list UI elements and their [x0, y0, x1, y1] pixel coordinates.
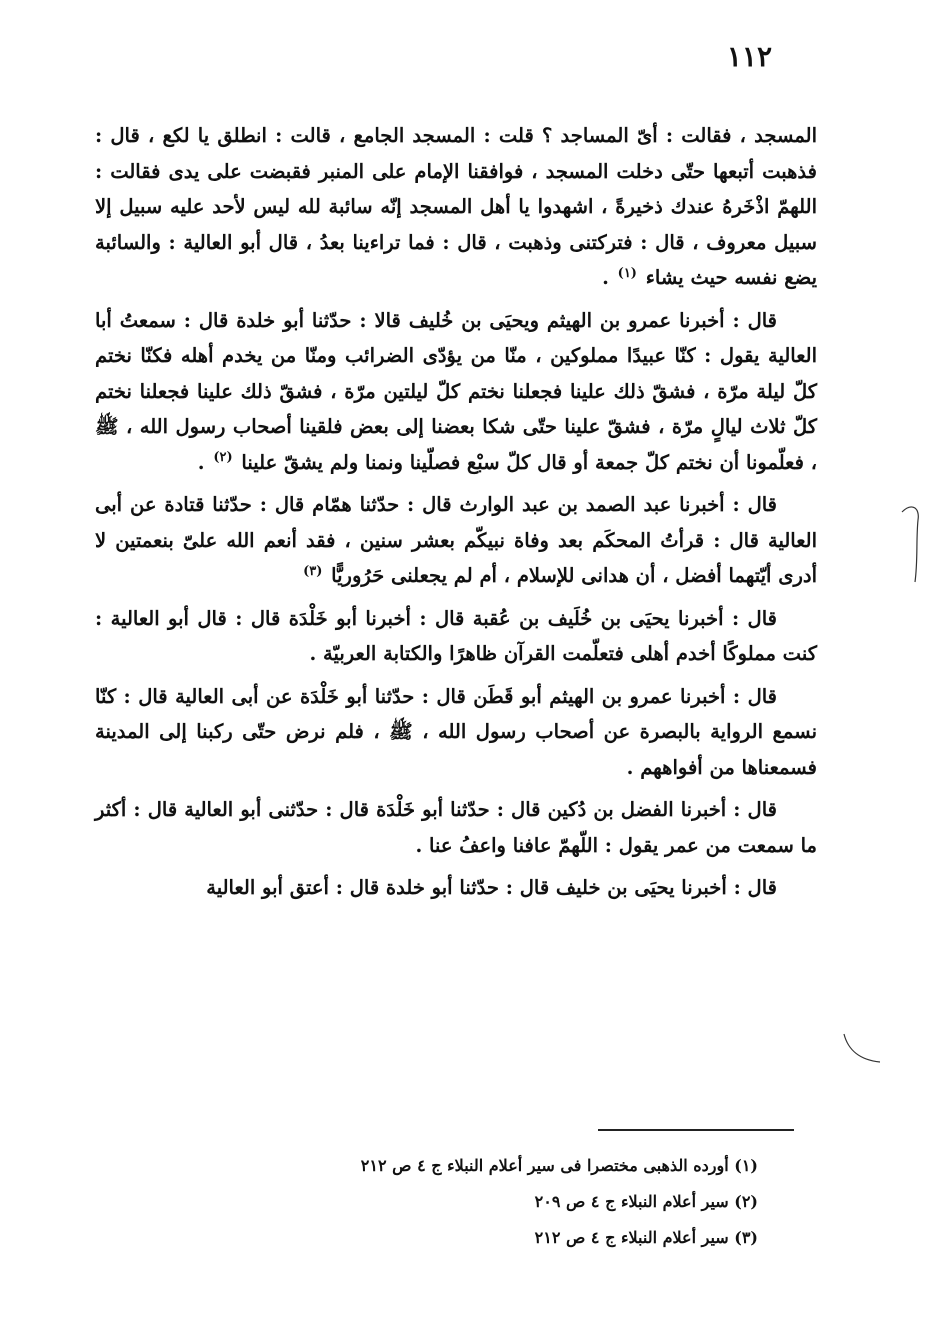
paragraph: قال : أخبرنا يحيَى بن خليف قال : حدّثنا أبو خلدة قال : أعتق أبو العالية: [206, 876, 777, 899]
paragraph-text: المسجد ، فقالت : أىّ المساجد ؟ قلت : المسجد الجامع ، قالت : انطلق يا لكع ، قال : فذهبت أتبعها حتّى دخلت المسجد ، فوافقنا الإمام على المنبر فقبضت على يدى فقالت : اللهمّ اذْخَرهُ عندك ذخيرةً ، اشهدوا يا أهل المسجد إنّه سائبة لله ليس لأحد عليه سبيل إلا سبيل معروف ، قال : فتركتنى وذهبت ، قال : فما تراءينا بعدُ ، قال أبو العالية : والسائبة يضع نفسه حيث يشاء: [95, 124, 817, 289]
footnote-ref: (٢): [213, 450, 233, 465]
page-number: ١١٢: [726, 40, 772, 73]
footnote: (٢) سير أعلام النبلاء ج ٤ ص ٢٠٩: [534, 1192, 758, 1211]
footnote-ref: (١): [617, 265, 637, 281]
paragraph: قال : أخبرنا عمرو بن الهيثم ويحيَى بن خُليف قالا : حدّثنا أبو خلدة قال : سمعتُ أبا العالية يقول : كنّا عبيدًا مملوكين ، منّا من يؤدّى الضرائب ومنّا من يخدم أهله فكنّا نختم كلّ ليلة مرّة ، فشقّ ذلك علينا فجعلنا نختم كلّ ليلتين مرّة ، فشقّ ذلك علينا فجعلنا نختم كلّ ثلاث ليالٍ مرّة ، فشقّ علينا حتّى شكا بعضنا إلى بعض فلقينا أصحاب رسول الله ، ﷺ ، فعلّمونا أن نختم كلّ جمعة أو قال كلّ سبْع فصلّينا ونمنا ولم يشقّ علينا $^{(٢)}$ .: [95, 308, 817, 474]
paragraph: المسجد ، فقالت : أىّ المساجد ؟ قلت : المسجد الجامع ، قالت : انطلق يا لكع ، قال : فذهبت أتبعها حتّى دخلت المسجد ، فوافقنا الإمام على المنبر فقبضت على يدى فقالت : اللهمّ اذْخَرهُ عندك ذخيرةً ، اشهدوا يا أهل المسجد إنّه سائبة لله ليس لأحد عليه سبيل إلا سبيل معروف ، قال : فتركتنى وذهبت ، قال : فما تراءينا بعدُ ، قال أبو العالية : والسائبة يضع نفسه حيث يشاء $^{(١)}$ .: [95, 124, 817, 289]
margin-bracket-mark: [898, 500, 928, 590]
paragraph: قال : أخبرنا عمرو بن الهيثم أبو قَطَن قال : حدّثنا أبو خَلْدَة عن أبى العالية قال : كنّا نسمع الرواية بالبصرة عن أصحاب رسول الله ، ﷺ ، فلم نرض حتّى ركبنا إلى المدينة فسمعناها من أفواههم .: [95, 684, 817, 779]
main-text: [95, 118, 817, 913]
footnote-separator: [598, 1129, 794, 1131]
footnote: (٣) سير أعلام النبلاء ج ٤ ص ٢١٢: [534, 1228, 758, 1247]
footnote-ref: (٣): [303, 563, 323, 579]
paragraph-text: قال : أخبرنا عمرو بن الهيثم ويحيَى بن خُليف قالا : حدّثنا أبو خلدة قال : سمعتُ أبا العالية يقول : كنّا عبيدًا مملوكين ، منّا من يؤدّى الضرائب ومنّا من يخدم أهله فكنّا نختم كلّ ليلة مرّة ، فشقّ ذلك علينا فجعلنا نختم كلّ ليلتين مرّة ، فشقّ ذلك علينا فجعلنا نختم كلّ ثلاث ليالٍ مرّة ، فشقّ علينا حتّى شكا بعضنا إلى بعض فلقينا أصحاب رسول الله ، ﷺ ، فعلّمونا أن نختم كلّ جمعة أو قال كلّ سبْع فصلّينا ونمنا ولم يشقّ علينا: [95, 308, 817, 474]
paragraph: قال : أخبرنا يحيَى بن خُلَيف بن عُقبة قال : أخبرنا أبو خَلْدَة قال : قال أبو العالية : كنت مملوكًا أخدم أهلى فتعلّمت القرآن ظاهرًا والكتابة العربيّة .: [95, 606, 817, 665]
paragraph: [95, 487, 817, 594]
footnote: (١) أورده الذهبى مختصرا فى سير أعلام النبلاء ج ٤ ص ٢١٢: [360, 1156, 758, 1175]
paragraph: قال : أخبرنا الفضل بن دُكين قال : حدّثنا أبو خَلْدَة قال : حدّثنى أبو العالية قال : أكثر ما سمعت من عمر يقول : اللّهمّ عافنا واعفُ عنا .: [95, 798, 817, 857]
footnotes: [250, 1148, 758, 1256]
margin-curve-mark: [838, 1020, 888, 1070]
paragraph-text: قال : أخبرنا عبد الصمد بن عبد الوارث قال : حدّثنا همّام قال : حدّثنا قتادة عن أبى العالية قال : قرأتُ المحكَم بعد وفاة نبيكّم بعشر سنين ، فقد أنعم الله علىّ بنعمتين لا أدرى أيّتهما أفضل ، أن هدانى للإسلام ، أم لم يجعلنى حَرُوريًّا: [95, 493, 817, 587]
